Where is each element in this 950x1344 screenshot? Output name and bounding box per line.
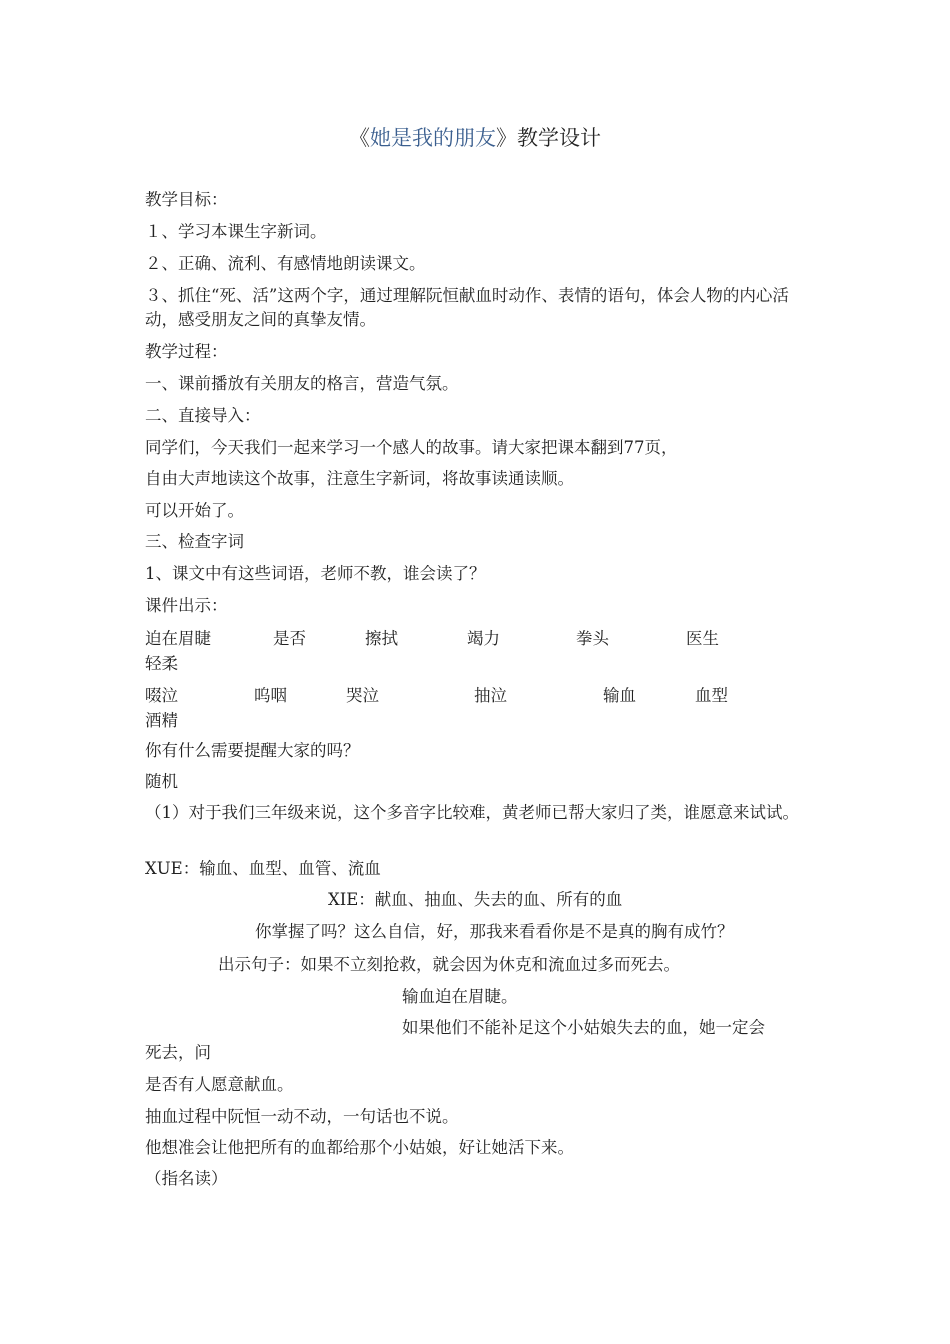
sentence: 抽血过程中阮恒一动不动，一句话也不说。 — [145, 1107, 459, 1126]
sentence: 如果他们不能补足这个小姑娘失去的血，她一定会 — [402, 1018, 765, 1037]
goal-item: １、学习本课生字新词。 — [145, 222, 327, 241]
remind-question: 你有什么需要提醒大家的吗？ — [145, 741, 360, 760]
sentence: 他想准会让他把所有的血都给那个小姑娘，好让她活下来。 — [145, 1138, 574, 1157]
vocab-word: 是否 — [273, 629, 306, 648]
vocab-word: 啜泣 — [145, 686, 178, 705]
show-sentence: 出示句子：如果不立刻抢救，就会因为休克和流血过多而死去。 — [218, 955, 680, 974]
vocab-word: 迫在眉睫 — [145, 629, 211, 648]
title-open-bracket: 《 — [349, 126, 370, 150]
vocab-word: 抽泣 — [474, 686, 507, 705]
document-title — [0, 122, 950, 152]
sentence: 是否有人愿意献血。 — [145, 1075, 294, 1094]
intro-line: 同学们，今天我们一起来学习一个感人的故事。请大家把课本翻到77页， — [145, 438, 678, 457]
polyphone-note: （1）对于我们三年级来说，这个多音字比较难，黄老师已帮大家归了类，谁愿意来试试。 — [145, 803, 799, 822]
vocab-word: 医生 — [686, 629, 719, 648]
vocab-word: 输血 — [603, 686, 636, 705]
vocab-word: 血型 — [695, 686, 728, 705]
vocab-word: 拳头 — [576, 629, 609, 648]
mastered-question: 你掌握了吗？这么自信，好，那我来看看你是不是真的胸有成竹？ — [255, 922, 734, 941]
random-note: 随机 — [145, 772, 178, 791]
question-1: 1、课文中有这些词语，老师不教，谁会读了？ — [145, 564, 486, 583]
step-2: 二、直接导入： — [145, 406, 261, 425]
goals-heading: 教学目标： — [145, 190, 228, 209]
vocab-word: 擦拭 — [365, 629, 398, 648]
intro-line: 自由大声地读这个故事，注意生字新词，将故事读通读顺。 — [145, 469, 574, 488]
step-3: 三、检查字词 — [145, 532, 244, 551]
xie-group: XIE：献血、抽血、失去的血、所有的血 — [328, 890, 623, 909]
process-heading: 教学过程： — [145, 342, 228, 361]
courseware-label: 课件出示： — [145, 596, 228, 615]
title-link[interactable]: 她是我的朋友 — [370, 126, 496, 150]
goal-item: ３、抓住“死、活”这两个字，通过理解阮恒献血时动作、表情的语句，体会人物的内心活动，感受朋友之间的真挚友情。 — [145, 286, 789, 329]
intro-line: 可以开始了。 — [145, 501, 244, 520]
step-1: 一、课前播放有关朋友的格言，营造气氛。 — [145, 374, 459, 393]
sentence: 死去，问 — [145, 1043, 211, 1062]
vocab-word: 轻柔 — [145, 654, 178, 673]
sentence: 输血迫在眉睫。 — [402, 987, 518, 1006]
vocab-word: 竭力 — [467, 629, 500, 648]
title-suffix: 教学设计 — [517, 126, 601, 150]
goal-item: ２、正确、流利、有感情地朗读课文。 — [145, 254, 426, 273]
vocab-word: 哭泣 — [346, 686, 379, 705]
xue-group: XUE：输血、血型、血管、流血 — [145, 859, 381, 878]
title-close-bracket: 》 — [496, 126, 517, 150]
vocab-word: 酒精 — [145, 711, 178, 730]
vocab-word: 呜咽 — [254, 686, 287, 705]
read-note: （指名读） — [145, 1169, 228, 1188]
